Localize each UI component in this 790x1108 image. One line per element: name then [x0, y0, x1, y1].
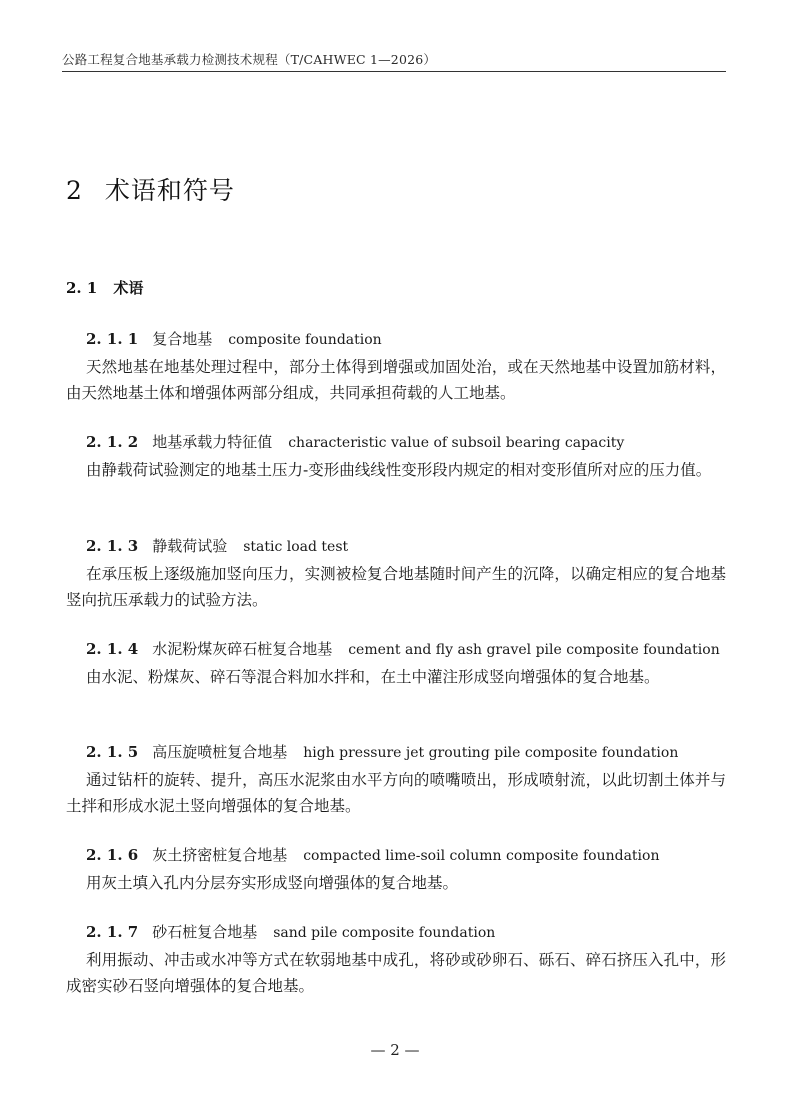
term-chinese: 高压旋喷桩复合地基: [152, 743, 288, 761]
term-2-1-7: [66, 920, 726, 999]
term-english: sand pile composite foundation: [273, 925, 496, 941]
term-number: 2. 1. 2: [86, 433, 139, 451]
term-english: cement and fly ash gravel pile composite foundation: [348, 642, 720, 658]
term-number: 2. 1. 6: [86, 846, 139, 864]
term-heading: [66, 430, 726, 455]
section-title: [66, 277, 143, 298]
chapter-title: [66, 171, 235, 207]
term-2-1-3: [66, 534, 726, 613]
term-heading: [66, 534, 726, 559]
section-number: 2. 1: [66, 279, 98, 297]
page-number: — 2 —: [370, 1041, 420, 1059]
term-definition: 通过钻杆的旋转、提升，高压水泥浆由水平方向的喷嘴喷出，形成喷射流，以此切割土体并与土拌和形成水泥土竖向增强体的复合地基。: [66, 771, 726, 815]
term-number: 2. 1. 4: [86, 640, 139, 658]
term-2-1-5: [66, 740, 726, 819]
term-heading: [66, 740, 726, 765]
term-definition: 由水泥、粉煤灰、碎石等混合料加水拌和，在土中灌注形成竖向增强体的复合地基。: [86, 668, 660, 686]
header-rule: [62, 71, 726, 72]
term-heading: [66, 843, 726, 868]
section-title-text: 术语: [113, 279, 144, 297]
term-definition: 利用振动、冲击或水冲等方式在软弱地基中成孔，将砂或砂卵石、砾石、碎石挤压入孔中，形成密实砂石竖向增强体的复合地基。: [66, 951, 726, 995]
term-chinese: 复合地基: [152, 330, 213, 348]
term-english: static load test: [243, 539, 349, 555]
term-chinese: 砂石桩复合地基: [152, 923, 258, 941]
term-chinese: 灰土挤密桩复合地基: [152, 846, 288, 864]
term-2-1-6: [66, 843, 726, 896]
term-definition: 天然地基在地基处理过程中，部分土体得到增强或加固处治，或在天然地基中设置加筋材料，由天然地基土体和增强体两部分组成，共同承担荷载的人工地基。: [66, 358, 726, 402]
chapter-number: 2: [66, 176, 83, 205]
term-number: 2. 1. 1: [86, 330, 139, 348]
term-2-1-4: [66, 637, 726, 690]
term-definition: 由静载荷试验测定的地基土压力-变形曲线线性变形段内规定的相对变形值所对应的压力值。: [86, 461, 712, 479]
term-definition: 在承压板上逐级施加竖向压力，实测被检复合地基随时间产生的沉降，以确定相应的复合地基竖向抗压承载力的试验方法。: [66, 565, 726, 609]
term-heading: [66, 637, 726, 662]
chapter-title-text: 术语和符号: [104, 176, 235, 205]
term-chinese: 静载荷试验: [152, 537, 228, 555]
term-2-1-2: [66, 430, 726, 483]
term-chinese: 地基承载力特征值: [152, 433, 273, 451]
term-number: 2. 1. 7: [86, 923, 139, 941]
term-english: characteristic value of subsoil bearing capacity: [288, 435, 625, 451]
term-english: composite foundation: [228, 332, 382, 348]
term-chinese: 水泥粉煤灰碎石桩复合地基: [152, 640, 333, 658]
term-english: high pressure jet grouting pile composite foundation: [303, 745, 679, 761]
term-definition: 用灰土填入孔内分层夯实形成竖向增强体的复合地基。: [86, 874, 459, 892]
term-heading: [66, 920, 726, 945]
term-number: 2. 1. 3: [86, 537, 139, 555]
running-header: 公路工程复合地基承载力检测技术规程（T/CAHWEC 1—2026）: [62, 52, 437, 67]
term-number: 2. 1. 5: [86, 743, 139, 761]
term-heading: [66, 327, 726, 352]
term-2-1-1: [66, 327, 726, 406]
term-english: compacted lime-soil column composite foundation: [303, 848, 660, 864]
